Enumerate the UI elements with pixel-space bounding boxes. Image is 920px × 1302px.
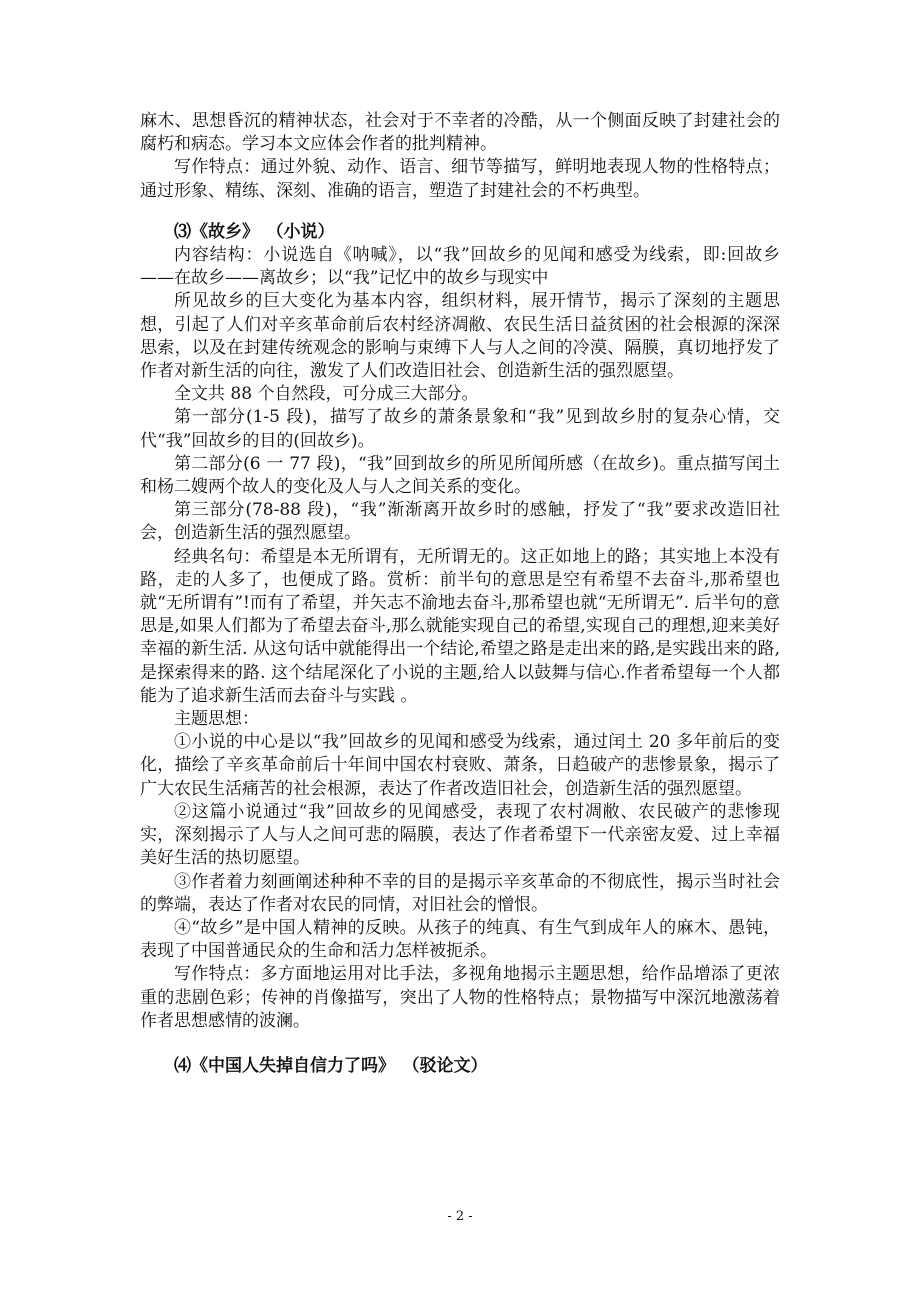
paragraph-part-3: 第三部分(78-88 段)，“我”渐渐离开故乡时的感触，抒发了“我”要求改造旧社会，创造新生活的强烈愿望。: [140, 500, 780, 544]
paragraph-part-2: 第二部分(6 一 77 段)，“我”回到故乡的所见所闻所感（在故乡)。重点描写闰土和杨二嫂两个故人的变化及人与人之间关系的变化。: [140, 453, 780, 498]
section-title: 《故乡》: [191, 221, 259, 242]
section-heading-guxiang: [140, 221, 780, 244]
page-number: - 2 -: [447, 1209, 473, 1224]
paragraph-famous-quote: 经典名句：希望是本无所谓有，无所谓无的。这正如地上的路；其实地上本没有路，走的人多了，也便成了路。赏析：前半句的意思是空有希望不去奋斗,那希望也就“无所谓有”!而有了希望，并矢志不渝地去奋斗,那希望也就“无所谓无”. 后半句的意思是,如果人们都为了希望去奋斗,那么就能实现自己的希望,实现自己的理想,迎来美好幸福的新生活. 从这句话中就能得出一个结论,希望之路是走出来的路,是实践出来的路,是探索得来的路. 这个结尾深化了小说的主题,给人以鼓舞与信心.作者希望每一个人都能为了追求新生活而去奋斗与实践 。: [140, 546, 780, 706]
section-number: ⑶: [174, 221, 191, 242]
section-genre: （驳论文）: [411, 1055, 488, 1076]
paragraph-theme-2: ②这篇小说通过“我”回故乡的见闻感受，表现了农村凋敝、农民破产的悲惨现实，深刻揭示了人与人之间可悲的隔膜，表达了作者希望下一代亲密友爱、过上幸福美好生活的热切愿望。: [140, 801, 780, 869]
paragraph-continuation: 麻木、思想昏沉的精神状态，社会对于不幸者的冷酷，从一个侧面反映了封建社会的腐朽和病态。学习本文应体会作者的批判精神。: [140, 111, 780, 155]
section-heading-confidence: [140, 1055, 780, 1078]
paragraph-theme-1: ①小说的中心是以“我”回故乡的见闻和感受为线索，通过闰土 20 多年前后的变化，描绘了辛亥革命前后十年间中国农村衰败、萧条，日趋破产的悲惨景象，揭示了广大农民生活痛苦的社会根源，表达了作者改造旧社会，创造新生活的强烈愿望。: [140, 732, 780, 799]
paragraph-writing-features-1: 写作特点：通过外貌、动作、语言、细节等描写，鲜明地表现人物的性格特点；通过形象、精练、深刻、准确的语言，塑造了封建社会的不朽典型。: [140, 157, 780, 201]
paragraph-structure: 内容结构：小说选自《呐喊》，以“我”回故乡的见闻和感受为线索，即:回故乡——在故乡——离故乡；以“我”记忆中的故乡与现实中: [140, 245, 780, 289]
paragraph-theme-label: 主题思想：: [174, 709, 259, 730]
section-genre: （小说）: [275, 221, 335, 242]
paragraph-theme-3: ③作者着力刻画阐述种种不幸的目的是揭示辛亥革命的不彻底性，揭示当时社会的弊端，表达了作者对农民的同情，对旧社会的憎恨。: [140, 871, 780, 915]
paragraph-overview: 全文共 88 个自然段，可分成三大部分。: [174, 384, 479, 405]
section-number: ⑷: [174, 1055, 191, 1076]
paragraph-writing-features-2: 写作特点：多方面地运用对比手法，多视角地揭示主题思想，给作品增添了更浓重的悲剧色彩；传神的肖像描写，突出了人物的性格特点；景物描写中深沉地激荡着作者思想感情的波澜。: [140, 964, 780, 1031]
section-title: 《中国人失掉自信力了吗》: [191, 1055, 395, 1076]
paragraph-theme-4: ④“故乡”是中国人精神的反映。从孩子的纯真、有生气到成年人的麻木、愚钝，表现了中国普通民众的生命和活力怎样被扼杀。: [140, 917, 780, 962]
paragraph-content: 所见故乡的巨大变化为基本内容，组织材料，展开情节，揭示了深刻的主题思想，引起了人们对辛亥革命前后农村经济凋敝、农民生活日益贫困的社会根源的深深思索，以及在封建传统观念的影响与束缚下人与人之间的冷漠、隔膜，真切地抒发了作者对新生活的向往，激发了人们改造旧社会、创造新生活的强烈愿望。: [140, 291, 780, 382]
document-body: [140, 110, 780, 1078]
paragraph-part-1: 第一部分(1-5 段)，描写了故乡的萧条景象和“我”见到故乡肘的复杂心情，交代“我”回故乡的目的(回故乡)。: [140, 407, 780, 451]
